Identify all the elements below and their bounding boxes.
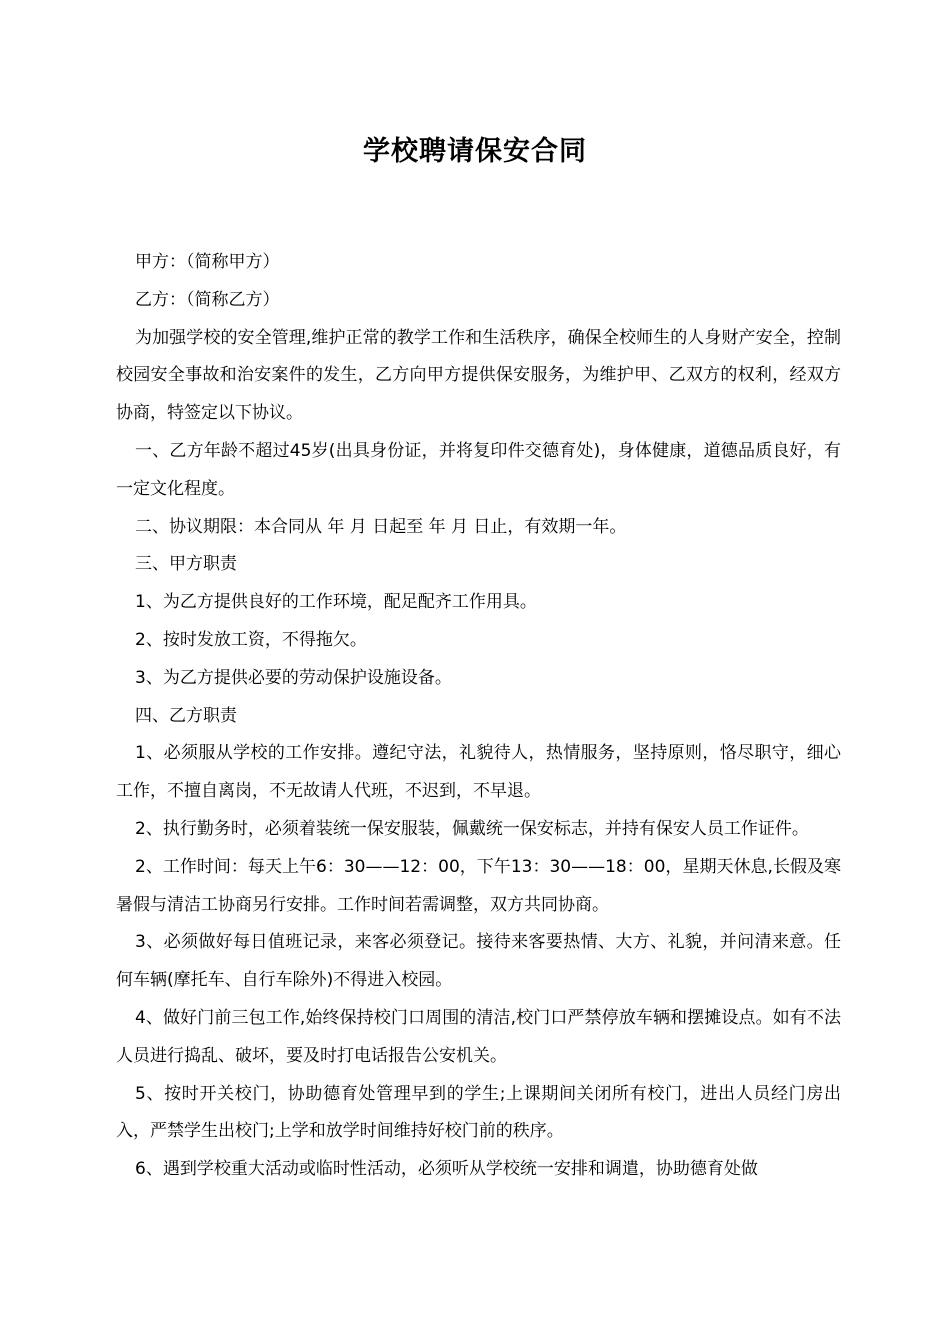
section-heading-party-a-duties: 三、甲方职责 bbox=[135, 554, 237, 575]
party-b-duty-item: 1、必须服从学校的工作安排。遵纪守法，礼貌待人，热情服务，坚持原则，恪尽职守，细心工作，不擅自离岗，不无故请人代班，不迟到，不早退。 bbox=[116, 743, 841, 802]
party-a-duty-item: 2、按时发放工资，不得拖欠。 bbox=[135, 629, 367, 650]
clause-1-age-requirement: 一、乙方年龄不超过45岁(出具身份证，并将复印件交德育处)，身体健康，道德品质良好，有一定文化程度。 bbox=[116, 440, 841, 499]
party-b-duty-item: 5、按时开关校门，协助德育处管理早到的学生;上课期间关闭所有校门，进出人员经门房出入，严禁学生出校门;上学和放学时间维持好校门前的秩序。 bbox=[116, 1083, 841, 1142]
party-a-line: 甲方：（简称甲方） bbox=[135, 252, 280, 272]
party-b-duty-item: 2、工作时间：每天上午6：30——12：00，下午13：30——18：00，星期天休息,长假及寒暑假与清洁工协商另行安排。工作时间若需调整，双方共同协商。 bbox=[116, 856, 841, 915]
party-a-duty-item: 1、为乙方提供良好的工作环境，配足配齐工作用具。 bbox=[135, 592, 537, 613]
document-body bbox=[116, 244, 841, 1189]
preamble-paragraph: 为加强学校的安全管理,维护正常的教学工作和生活秩序，确保全校师生的人身财产安全，控制校园安全事故和治安案件的发生，乙方向甲方提供保安服务，为维护甲、乙双方的权利，经双方协商，特签定以下协议。 bbox=[116, 327, 841, 424]
party-b-line: 乙方：（简称乙方） bbox=[135, 289, 280, 310]
party-b-duty-item: 6、遇到学校重大活动或临时性活动，必须听从学校统一安排和调遣，协助德育处做 bbox=[135, 1159, 758, 1180]
party-b-duty-item: 4、做好门前三包工作,始终保持校门口周围的清洁,校门口严禁停放车辆和摆摊设点。如有不法人员进行捣乱、破坏，要及时打电话报告公安机关。 bbox=[116, 1007, 841, 1066]
party-b-duty-item: 2、执行勤务时，必须着装统一保安服装，佩戴统一保安标志，并持有保安人员工作证件。 bbox=[135, 818, 809, 839]
party-b-duty-item: 3、必须做好每日值班记录，来客必须登记。接待来客要热情、大方、礼貌，并问清来意。任何车辆(摩托车、自行车除外)不得进入校园。 bbox=[116, 932, 841, 991]
document-title: 学校聘请保安合同 bbox=[363, 136, 587, 167]
section-heading-party-b-duties: 四、乙方职责 bbox=[135, 705, 237, 726]
party-a-duty-item: 3、为乙方提供必要的劳动保护设施设备。 bbox=[135, 667, 452, 688]
clause-2-term: 二、协议期限：本合同从 年 月 日起至 年 月 日止，有效期一年。 bbox=[135, 516, 627, 537]
